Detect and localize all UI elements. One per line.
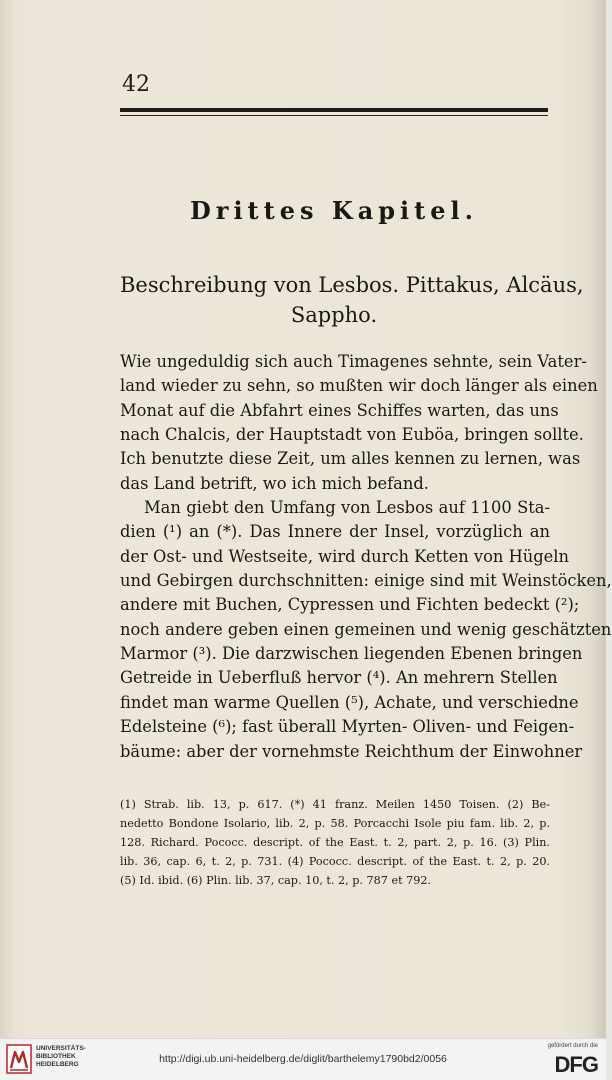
body-line: andere mit Buchen, Cypressen und Fichten bedeckt (²); (120, 595, 580, 615)
summary-line: Sappho. (290, 303, 378, 327)
body-line: noch andere geben einen gemeinen und wenig geschätzten (120, 619, 612, 639)
body-line: Marmor (³). Die darzwischen liegenden Ebenen bringen (120, 644, 583, 664)
university-name-line: UNIVERSITÄTS- (36, 1045, 86, 1052)
header-rule-thick (120, 108, 548, 112)
university-name-line: BIBLIOTHEK (36, 1053, 76, 1060)
body-text (120, 350, 612, 764)
page-number: 42 (122, 72, 150, 97)
permalink-url[interactable]: http://digi.ub.uni-heidelberg.de/diglit/barthelemy1790bd2/0056 (159, 1053, 447, 1065)
dfg-logo: DFG (554, 1052, 598, 1077)
summary-line: Beschreibung von Lesbos. Pittakus, Alcäus, (120, 273, 584, 297)
body-line: bäume: aber der vornehmste Reichthum der Einwohner (120, 741, 583, 761)
footnote-line: nedetto Bondone Isolario, lib. 2, p. 58. Porcacchi Isole piu fam. lib. 2, p. (120, 817, 550, 830)
body-line: und Gebirgen durchschnitten: einige sind mit Weinstöcken, (120, 571, 612, 591)
footnote-line: lib. 36, cap. 6, t. 2, p. 731. (4) Pococc. descript. of the East. t. 2, p. 20. (120, 855, 550, 868)
body-line: land wieder zu sehn, so mußten wir doch länger als einen (120, 376, 598, 396)
viewer-footer (0, 1038, 606, 1080)
footnote-line: (1) Strab. lib. 13, p. 617. (*) 41 franz. Meilen 1450 Toisen. (2) Be- (120, 798, 550, 811)
body-line: der Ost- und Westseite, wird durch Ketten von Hügeln (120, 546, 570, 566)
body-line: Edelsteine (⁶); fast überall Myrten- Oliven- und Feigen- (120, 717, 575, 737)
body-line: Ich benutzte diese Zeit, um alles kennen zu lernen, was (120, 449, 581, 469)
body-line: Man giebt den Umfang von Lesbos auf 1100 Sta- (144, 498, 550, 518)
funder-label: gefördert durch die (547, 1043, 598, 1049)
body-line: nach Chalcis, der Hauptstadt von Euböa, bringen sollte. (120, 425, 584, 445)
footnote-line: 128. Richard. Pococc. descript. of the East. t. 2, part. 2, p. 16. (3) Plin. (120, 836, 550, 849)
body-line: Getreide in Ueberfluß hervor (⁴). An mehrern Stellen (120, 668, 558, 688)
body-line: Monat auf die Abfahrt eines Schiffes warten, das uns (120, 400, 559, 420)
chapter-summary (120, 270, 584, 330)
chapter-title: Drittes Kapitel. (189, 196, 479, 225)
footnotes (120, 795, 550, 890)
body-line: das Land betrift, wo ich mich befand. (120, 473, 429, 493)
body-line: findet man warme Quellen (⁵), Achate, und verschiedne (120, 692, 579, 712)
footnote-line: (5) Id. ibid. (6) Plin. lib. 37, cap. 10, t. 2, p. 787 et 792. (120, 874, 432, 887)
university-name-line: HEIDELBERG (36, 1061, 79, 1068)
header-rule-thin (120, 115, 548, 116)
body-line: Wie ungeduldig sich auch Timagenes sehnte, sein Vater- (120, 352, 587, 371)
body-line: dien (¹) an (*). Das Innere der Insel, vorzüglich an (120, 522, 550, 542)
